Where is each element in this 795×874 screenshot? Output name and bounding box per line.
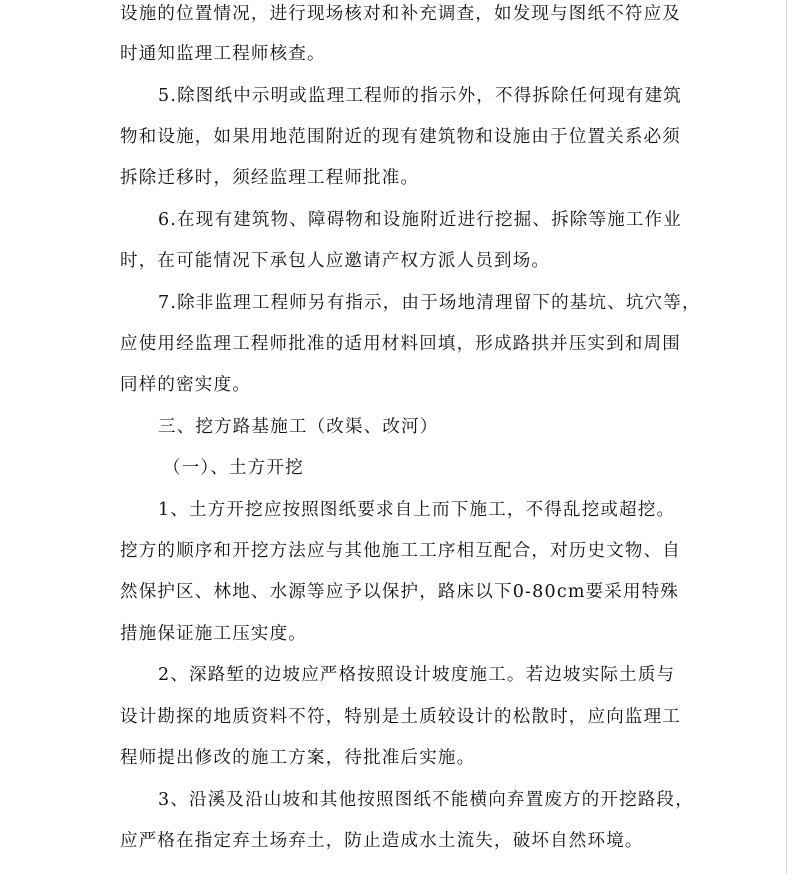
text-line: 5.除图纸中示明或监理工程师的指示外，不得拆除任何现有建筑 <box>158 86 682 106</box>
text-line: 应使用经监理工程师批准的适用材料回填，形成路拱并压实到和周围 <box>120 334 681 354</box>
page-edge-divider <box>786 0 787 874</box>
text-line: 设计勘探的地质资料不符，特别是土质较设计的松散时，应向监理工 <box>120 707 681 727</box>
text-line: 1、土方开挖应按照图纸要求自上而下施工，不得乱挖或超挖。 <box>158 500 676 520</box>
text-line: 拆除迁移时，须经监理工程师批准。 <box>120 168 420 188</box>
text-line: 7.除非监理工程师另有指示，由于场地清理留下的基坑、坑穴等， <box>158 293 701 313</box>
text-line: 挖方的顺序和开挖方法应与其他施工工序相互配合，对历史文物、自 <box>120 541 681 561</box>
text-line: 3、沿溪及沿山坡和其他按照图纸不能横向弃置废方的开挖路段， <box>158 790 694 810</box>
text-line: 6.在现有建筑物、障碍物和设施附近进行挖掘、拆除等施工作业 <box>158 210 682 230</box>
text-line: 然保护区、林地、水源等应予以保护，路床以下0-80cm要采用特殊 <box>120 582 680 602</box>
section-heading: 三、挖方路基施工（改渠、改河） <box>158 417 439 437</box>
text-line: 措施保证施工压实度。 <box>120 624 307 644</box>
text-line: 程师提出修改的施工方案，待批准后实施。 <box>120 748 476 768</box>
subsection-heading: （一）、土方开挖 <box>163 458 304 478</box>
text-line: 2、深路堑的边坡应严格按照设计坡度施工。若边坡实际土质与 <box>158 665 676 685</box>
text-line: 设施的位置情况，进行现场核对和补充调查，如发现与图纸不符应及 <box>120 4 681 24</box>
text-line: 应严格在指定弃土场弃土，防止造成水土流失，破坏自然环境。 <box>120 831 644 851</box>
text-line: 同样的密实度。 <box>120 375 251 395</box>
text-line: 物和设施，如果用地范围附近的现有建筑物和设施由于位置关系必须 <box>120 127 681 147</box>
text-line: 时，在可能情况下承包人应邀请产权方派人员到场。 <box>120 251 551 271</box>
text-line: 时通知监理工程师核查。 <box>120 44 326 64</box>
